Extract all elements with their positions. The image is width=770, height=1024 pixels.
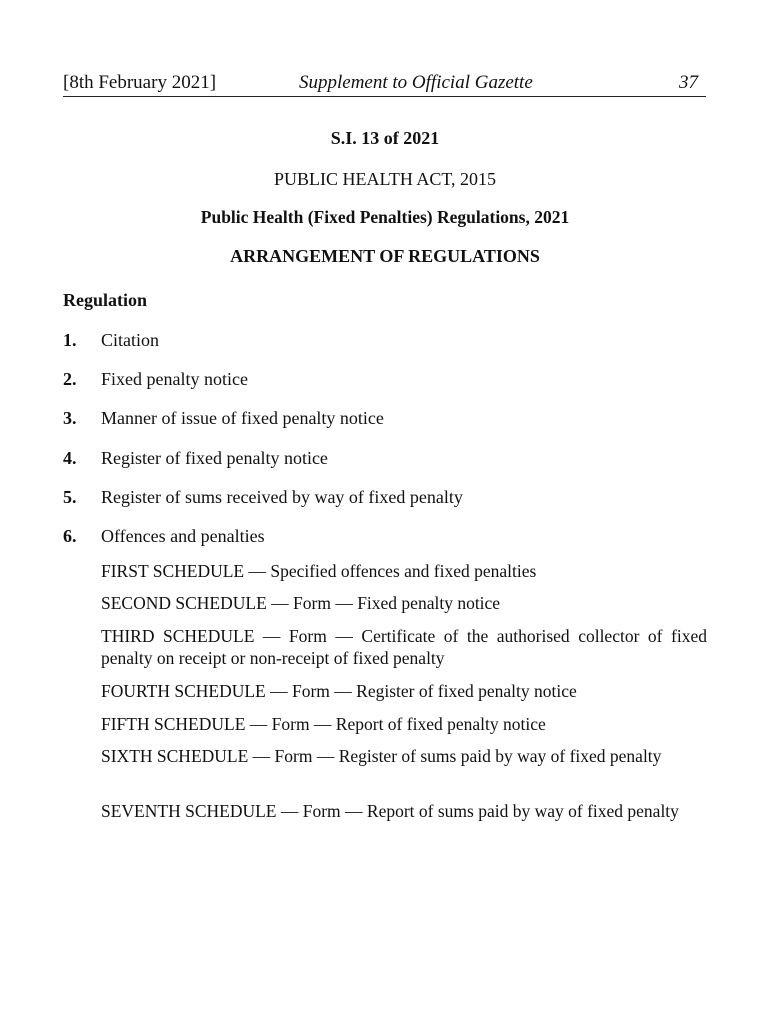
arrangement-heading: ARRANGEMENT OF REGULATIONS [230,246,540,266]
item-text: Register of sums received by way of fixed penalty [101,487,463,507]
schedule-entry: THIRD SCHEDULE — Form — Certificate of the authorised collector of fixed penalty on receipt or non-receipt of fixed penalty [101,626,707,668]
regulations-title: Public Health (Fixed Penalties) Regulations, 2021 [200,207,570,227]
instrument-number: S.I. 13 of 2021 [330,128,440,148]
item-number: 1. [63,330,77,350]
gazette-title: Supplement to Official Gazette [299,72,533,93]
item-text: Fixed penalty notice [101,369,248,389]
item-number: 5. [63,487,77,507]
item-text: Citation [101,330,159,350]
act-title: PUBLIC HEALTH ACT, 2015 [273,169,496,189]
schedule-entry: SEVENTH SCHEDULE — Form — Report of sums paid by way of fixed penalty [101,801,679,821]
gazette-date: [8th February 2021] [63,72,217,93]
item-text: Register of fixed penalty notice [101,448,328,468]
schedule-entry: FIFTH SCHEDULE — Form — Report of fixed penalty notice [101,714,546,734]
item-number: 2. [63,369,77,389]
item-text: Offences and penalties [101,526,265,546]
item-text: Manner of issue of fixed penalty notice [101,408,384,428]
page-header [63,70,706,97]
page-number: 37 [679,72,698,93]
schedule-entry: SECOND SCHEDULE — Form — Fixed penalty notice [101,593,501,613]
item-number: 3. [63,408,77,428]
item-number: 4. [63,448,77,468]
schedule-entry: FIRST SCHEDULE — Specified offences and fixed penalties [101,561,537,581]
schedule-entry: SIXTH SCHEDULE — Form — Register of sums paid by way of fixed penalty [101,746,662,766]
item-number: 6. [63,526,77,546]
schedule-entry: FOURTH SCHEDULE — Form — Register of fixed penalty notice [101,681,577,701]
regulation-label: Regulation [63,290,148,310]
